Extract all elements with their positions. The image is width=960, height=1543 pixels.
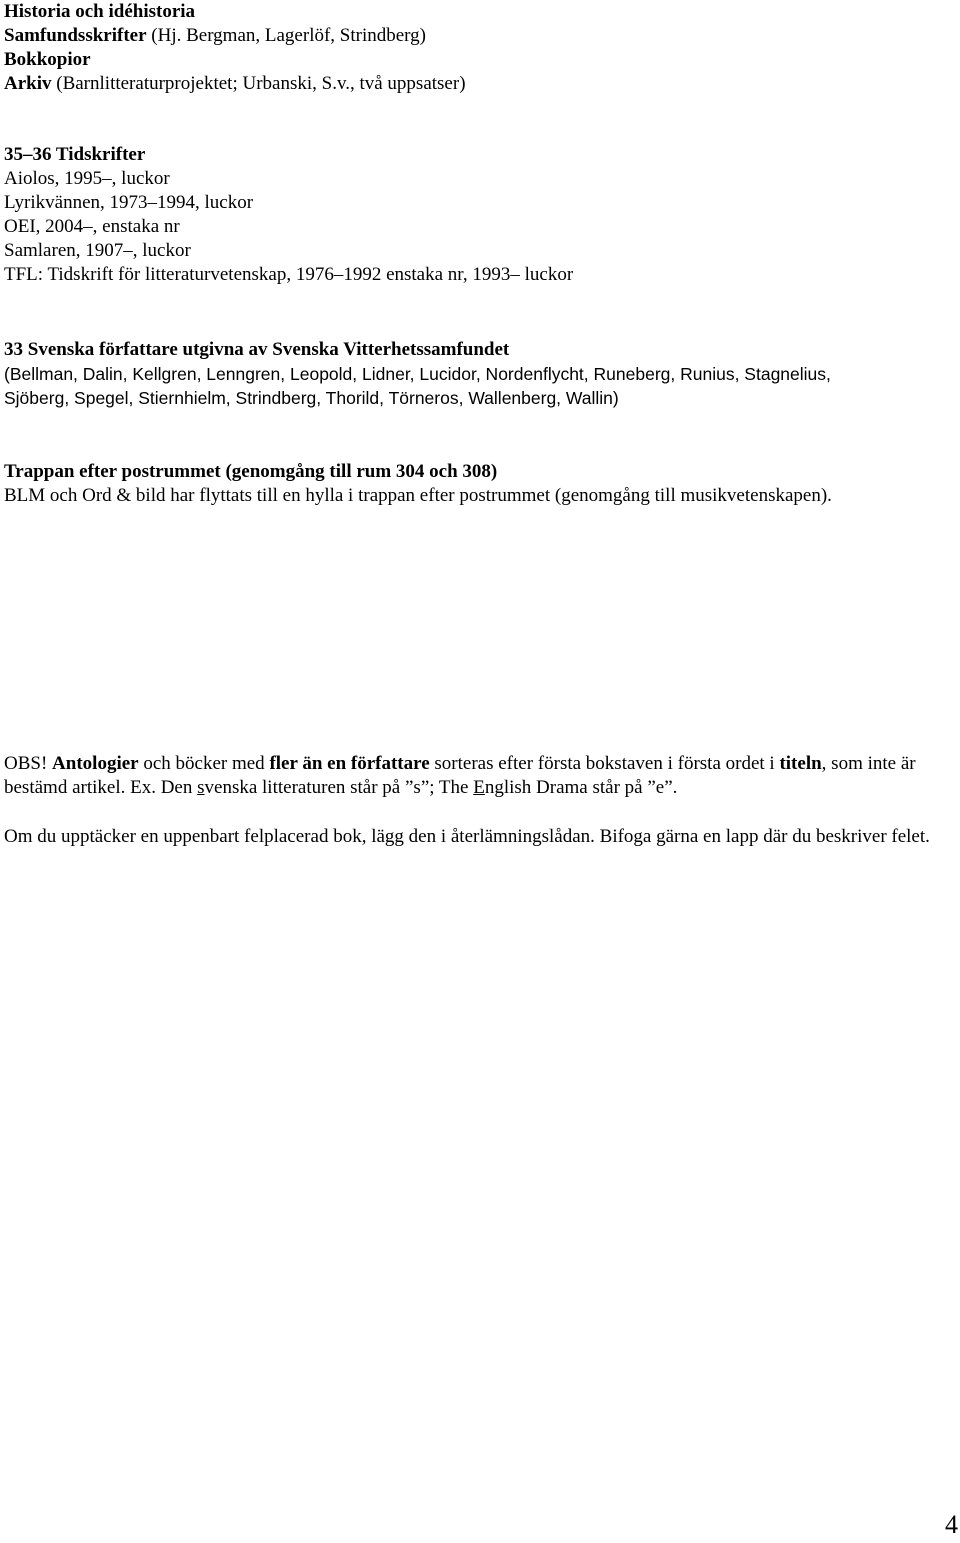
obs-text: och böcker med: [138, 753, 270, 774]
obs-label: OBS!: [4, 753, 53, 774]
samfundsskrifter-detail: (Hj. Bergman, Lagerlöf, Strindberg): [146, 25, 426, 46]
obs-text: sorteras efter första bokstaven i första ordet i: [429, 753, 780, 774]
arkiv-line: [4, 72, 950, 96]
obs-text: venska litteraturen står på ”s”; The: [204, 777, 474, 798]
example-letter-e: E: [473, 777, 485, 798]
bokkopior-label: Bokkopior: [4, 49, 91, 70]
tidskrifter-section: [4, 143, 950, 287]
svenska-forfattare-section: [4, 338, 950, 410]
samfundsskrifter-label: Samfundsskrifter: [4, 25, 147, 46]
trappan-section: [4, 460, 950, 508]
trappan-heading: Trappan efter postrummet (genomgång till rum 304 och 308): [4, 461, 498, 482]
tidskrift-item: Aiolos, 1995–, luckor: [4, 168, 170, 189]
obs-paragraph: [4, 752, 950, 800]
felplacerad-paragraph: Om du upptäcker en uppenbart felplacerad bok, lägg den i återlämningslådan. Bifoga gärna en lapp där du beskriver felet.: [4, 826, 930, 847]
page-number: 4: [945, 1510, 958, 1539]
tidskrift-item: Samlaren, 1907–, luckor: [4, 240, 191, 261]
authors-line: Sjöberg, Spegel, Stiernhielm, Strindberg, Thorild, Törneros, Wallenberg, Wallin): [4, 388, 619, 408]
fler-forfattare-term: fler än en författare: [269, 753, 430, 774]
authors-line: (Bellman, Dalin, Kellgren, Lenngren, Leopold, Lidner, Lucidor, Nordenflycht, Runeberg, Runius, Stagnelius,: [4, 364, 831, 384]
example-letter-s: s: [197, 777, 205, 798]
tidskrift-item: OEI, 2004–, enstaka nr: [4, 216, 180, 237]
arkiv-label: Arkiv: [4, 73, 52, 94]
arkiv-detail: (Barnlitteraturprojektet; Urbanski, S.v., två uppsatser): [51, 73, 466, 94]
tidskrifter-heading: 35–36 Tidskrifter: [4, 144, 146, 165]
tidskrift-item: Lyrikvännen, 1973–1994, luckor: [4, 192, 254, 213]
historia-heading: Historia och idéhistoria: [4, 1, 196, 22]
antologier-term: Antologier: [52, 753, 139, 774]
trappan-text: BLM och Ord & bild har flyttats till en hylla i trappan efter postrummet (genomgång till musikvetenskapen).: [4, 485, 832, 506]
obs-text: nglish Drama står på ”e”.: [484, 777, 678, 798]
titeln-term: titeln: [779, 753, 822, 774]
intro-section: [4, 0, 950, 96]
tidskrift-item: TFL: Tidskrift för litteraturvetenskap, 1976–1992 enstaka nr, 1993– luckor: [4, 264, 574, 285]
samfundsskrifter-line: [4, 24, 950, 48]
obs-text: , som inte är bestämd artikel. Ex. Den: [4, 753, 916, 798]
svenska-forfattare-heading: 33 Svenska författare utgivna av Svenska Vitterhetssamfundet: [4, 339, 510, 360]
